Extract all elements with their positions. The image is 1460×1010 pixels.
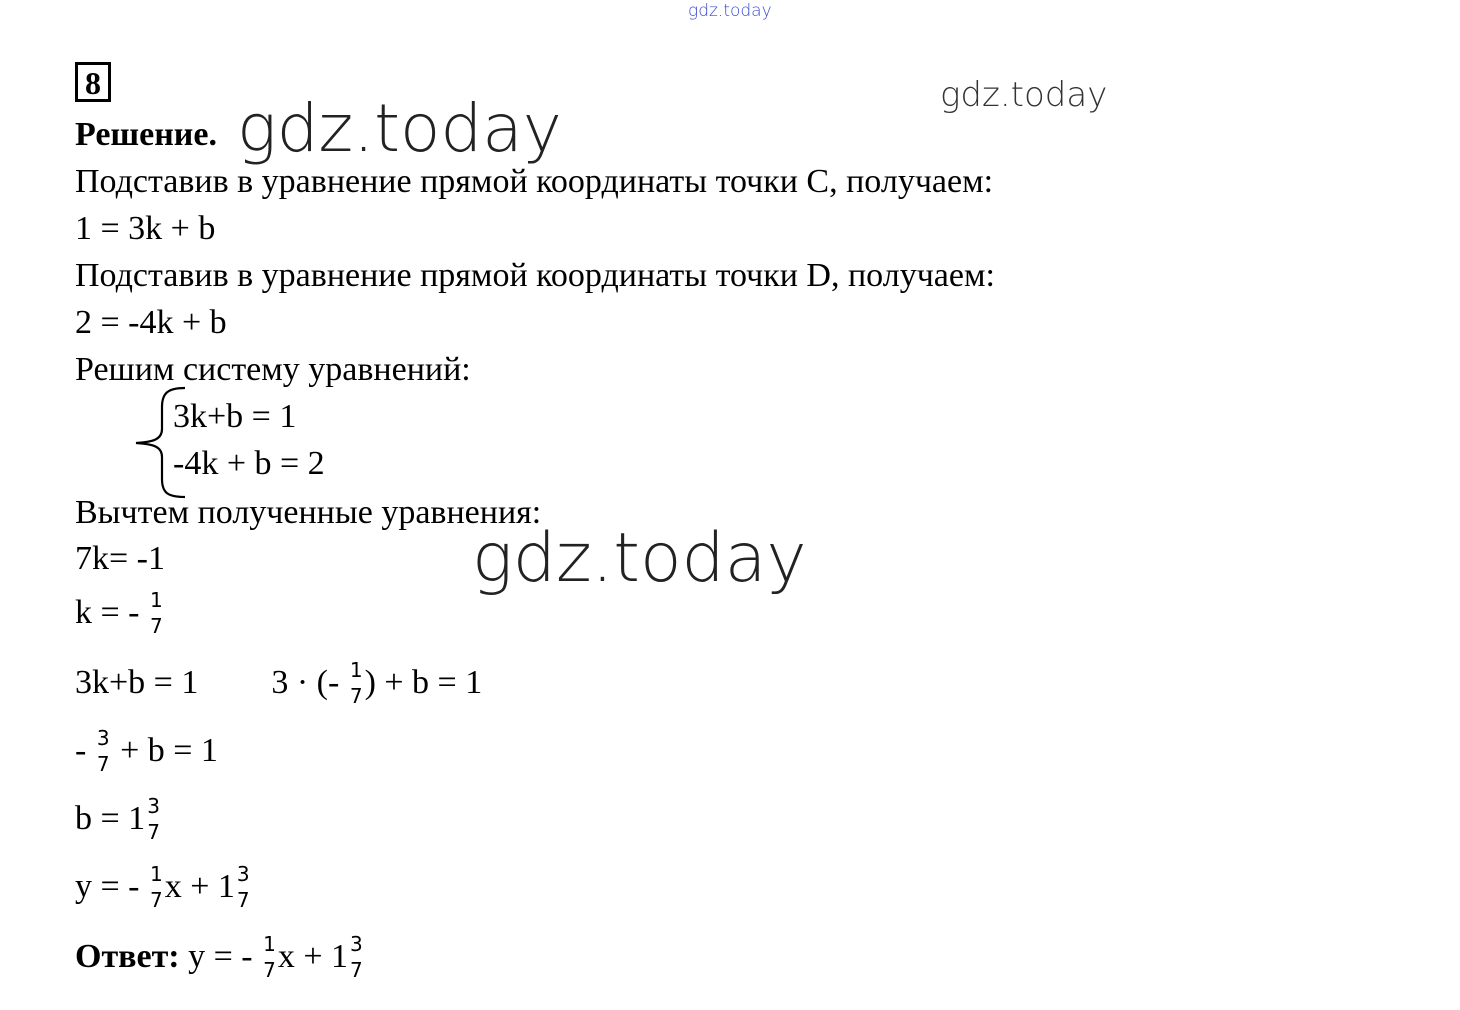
equation-k-value	[75, 588, 165, 638]
fraction-denominator: 7	[236, 888, 250, 912]
solution-heading: Решение.	[75, 116, 217, 153]
problem-number-box: 8	[75, 62, 111, 102]
equation-text: y = -	[75, 867, 140, 905]
fraction-denominator: 7	[150, 888, 163, 912]
fraction	[349, 660, 364, 706]
fraction-numerator: 1	[150, 588, 163, 612]
equation-substitution	[75, 658, 483, 708]
fraction	[96, 728, 111, 774]
equation-b-value	[75, 794, 162, 844]
fraction-denominator: 7	[96, 752, 110, 776]
fraction-denominator: 7	[263, 958, 276, 982]
fraction-numerator: 1	[150, 862, 163, 886]
equation-line-result	[75, 862, 252, 912]
fraction-denominator: 7	[150, 614, 163, 638]
equation-text: b = 1	[75, 799, 146, 837]
text-line-solve-system: Решим систему уравнений:	[75, 351, 471, 388]
fraction-numerator: 3	[236, 862, 250, 886]
fraction-numerator: 1	[263, 932, 276, 956]
fraction	[262, 934, 277, 980]
equation-text: k = -	[75, 593, 140, 631]
fraction-numerator: 3	[96, 726, 110, 750]
fraction	[349, 934, 364, 980]
equation-point-c: 1 = 3k + b	[75, 210, 216, 247]
equation-text: 3 · (-	[271, 663, 340, 701]
equation-text: x + 1	[277, 937, 349, 975]
watermark-large-middle: gdz.today	[472, 519, 807, 598]
fraction	[149, 590, 164, 636]
equation-text: x + 1	[164, 867, 235, 905]
watermark-top: gdz.today	[688, 1, 772, 21]
text-line-subtract: Вычтем полученные уравнения:	[75, 494, 542, 531]
fraction	[236, 864, 251, 910]
system-equation-2: -4k + b = 2	[173, 445, 325, 482]
answer-label: Ответ:	[75, 937, 180, 975]
fraction-numerator: 1	[349, 658, 363, 682]
text-line-substitute-d: Подставив в уравнение прямой координаты точки D, получаем:	[75, 257, 995, 294]
fraction-numerator: 3	[147, 794, 160, 818]
watermark-right: gdz.today	[940, 75, 1108, 115]
equation-b-step	[75, 726, 218, 776]
watermark-large-upper: gdz.today	[237, 90, 562, 167]
equation-text: ) + b = 1	[364, 663, 483, 701]
equation-text: 3k+b = 1	[75, 663, 199, 701]
fraction	[146, 796, 161, 842]
equation-point-d: 2 = -4k + b	[75, 304, 227, 341]
equation-text: + b = 1	[120, 731, 218, 769]
equation-text: -	[75, 731, 87, 769]
equation-text: y = -	[188, 937, 253, 975]
fraction-numerator: 3	[350, 932, 363, 956]
answer-line	[75, 932, 365, 982]
fraction-denominator: 7	[349, 684, 363, 708]
fraction-denominator: 7	[350, 958, 363, 982]
fraction-denominator: 7	[147, 820, 160, 844]
system-equation-1: 3k+b = 1	[173, 398, 297, 435]
fraction	[149, 864, 164, 910]
equation-7k: 7k= -1	[75, 540, 165, 577]
text-line-substitute-c: Подставив в уравнение прямой координаты точки С, получаем:	[75, 163, 994, 200]
